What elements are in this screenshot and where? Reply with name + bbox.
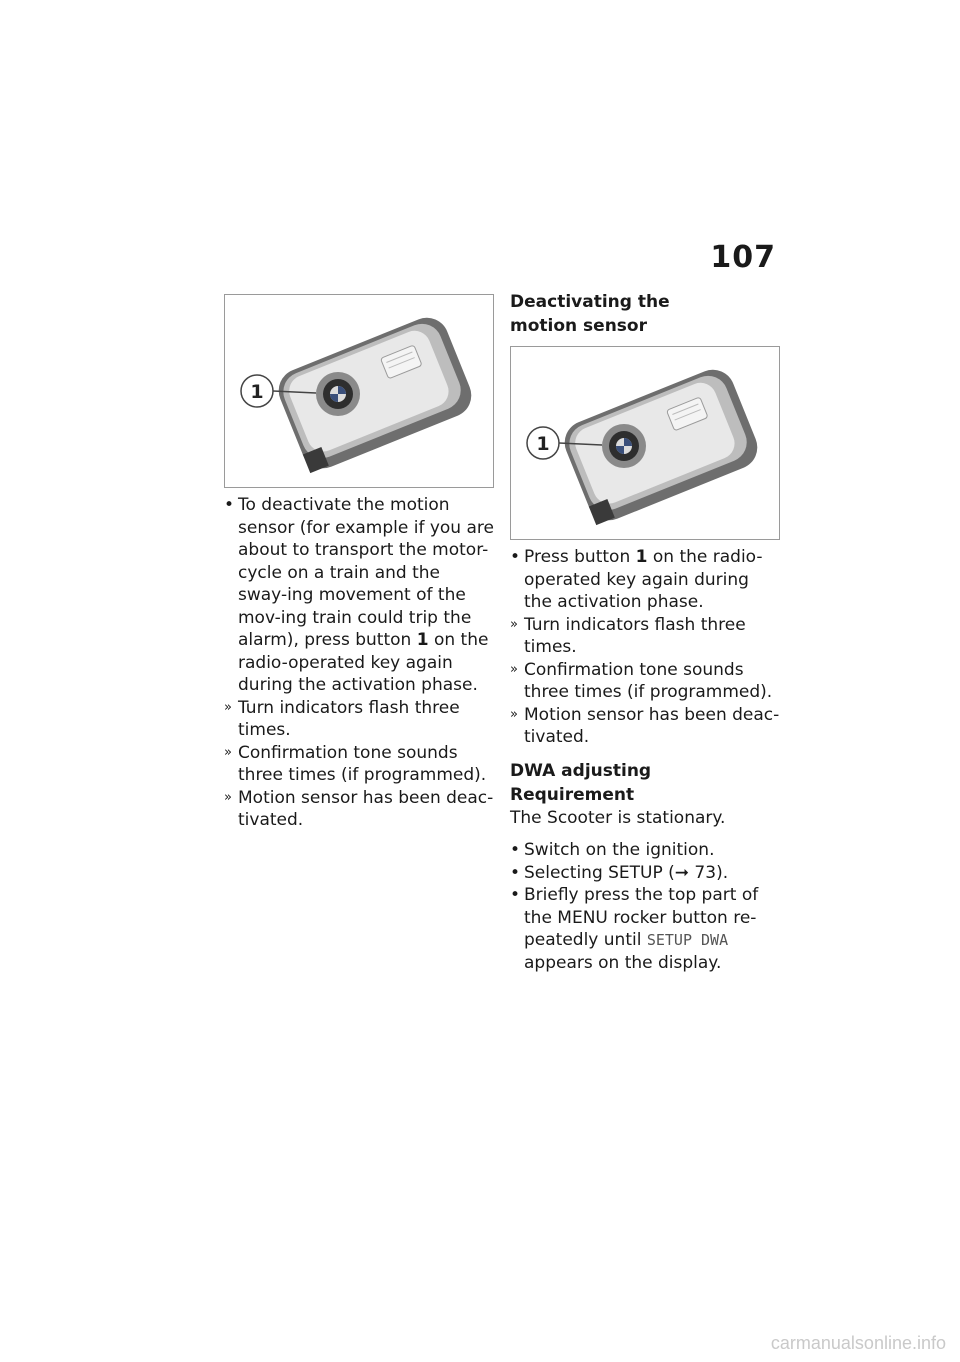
result-arrow-icon: » bbox=[510, 616, 518, 632]
dwa-heading: DWA adjusting bbox=[510, 760, 652, 781]
result-arrow-icon: » bbox=[224, 744, 232, 760]
result-text: Motion sensor has been deac-tivated. bbox=[238, 787, 494, 830]
radio-key-figure bbox=[510, 346, 780, 540]
result-arrow-icon: » bbox=[224, 699, 232, 715]
step-text: Switch on the ignition. bbox=[524, 840, 715, 860]
instruction-text: Press button bbox=[524, 547, 631, 567]
radio-key-illustration bbox=[511, 347, 779, 539]
bullet-icon: • bbox=[510, 885, 521, 905]
step-text: Selecting SETUP (➞ 73). bbox=[524, 862, 729, 883]
left-column bbox=[224, 294, 494, 832]
result-arrow-icon: » bbox=[510, 706, 518, 722]
result-text: Confirmation tone sounds three times (if programmed). bbox=[238, 742, 487, 785]
instruction-text: To deactivate the motion sensor (for example if you are about to transport the motor-cycle on a train and the sway-ing movement of the mov-ing train could trip the alarm), press button bbox=[238, 495, 494, 650]
result-text: Turn indicators flash three times. bbox=[524, 614, 746, 657]
result-item bbox=[510, 704, 780, 749]
radio-key-illustration bbox=[225, 295, 493, 487]
result-text: Motion sensor has been deac-tivated. bbox=[524, 704, 780, 747]
radio-key-figure bbox=[224, 294, 494, 488]
bullet-icon: • bbox=[510, 547, 521, 567]
result-item bbox=[510, 659, 780, 704]
footer-watermark: carmanualsonline.info bbox=[770, 1333, 946, 1353]
instruction-bullet bbox=[510, 546, 780, 614]
button-reference: 1 bbox=[416, 630, 429, 650]
result-item bbox=[224, 742, 494, 787]
result-item bbox=[224, 787, 494, 832]
display-code: SETUP DWA bbox=[646, 931, 729, 949]
step-item bbox=[510, 862, 780, 885]
page-number: 107 bbox=[710, 240, 776, 275]
instruction-text-end: on the radio-operated key again during the activation phase. bbox=[524, 547, 763, 612]
result-item bbox=[224, 697, 494, 742]
bullet-icon: • bbox=[510, 840, 521, 860]
step-text-end: appears on the display. bbox=[524, 952, 722, 973]
instruction-text-end: on the radio-operated key again during the activation phase. bbox=[238, 630, 489, 695]
result-arrow-icon: » bbox=[510, 661, 518, 677]
result-item bbox=[510, 614, 780, 659]
requirement-heading: Requirement bbox=[510, 784, 635, 805]
bullet-icon: • bbox=[224, 495, 235, 515]
instruction-bullet bbox=[224, 494, 494, 697]
section-heading: Deactivating the motion sensor bbox=[510, 292, 670, 336]
result-text: Turn indicators flash three times. bbox=[238, 697, 460, 740]
step-item bbox=[510, 839, 780, 862]
result-text: Confirmation tone sounds three times (if programmed). bbox=[524, 659, 773, 702]
result-arrow-icon: » bbox=[224, 789, 232, 805]
button-reference: 1 bbox=[635, 547, 648, 567]
requirement-text: The Scooter is stationary. bbox=[510, 807, 726, 828]
figure-callout-1: 1 bbox=[536, 433, 550, 455]
step-item bbox=[510, 884, 780, 974]
step-text: Briefly press the top part of the MENU rocker button re-peatedly until bbox=[524, 885, 759, 950]
bullet-icon: • bbox=[510, 862, 521, 883]
right-column bbox=[510, 290, 780, 974]
figure-callout-1: 1 bbox=[250, 381, 264, 403]
